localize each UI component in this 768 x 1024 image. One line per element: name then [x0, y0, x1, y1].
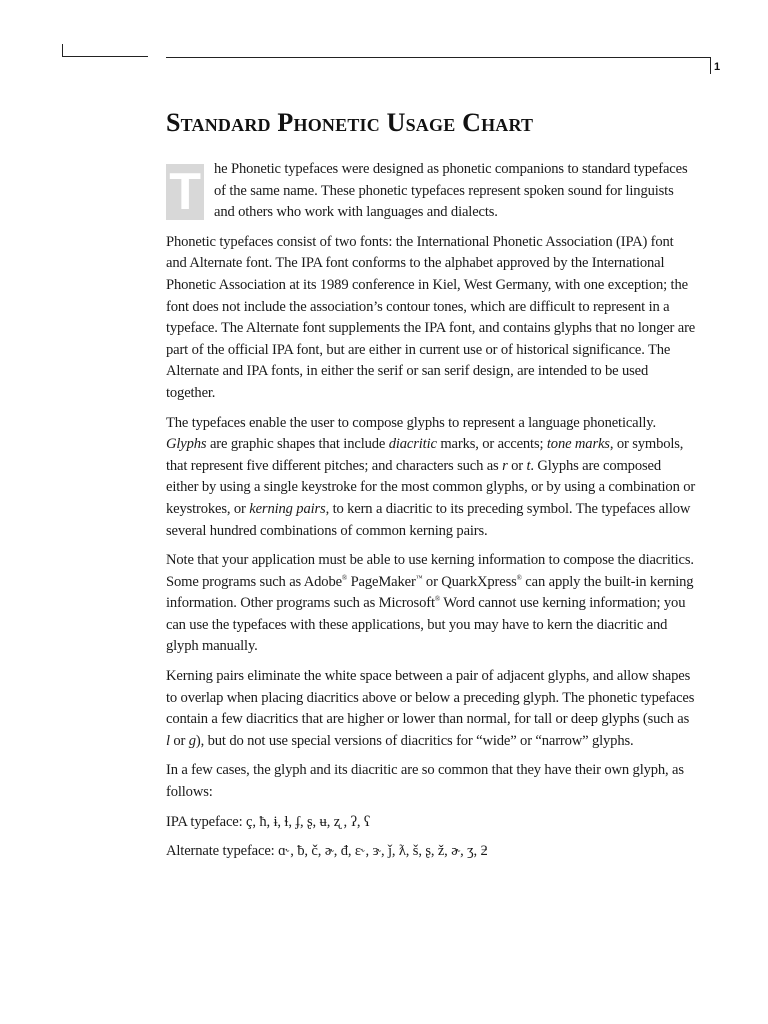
text-run: can apply the built-in kerning information. Other programs such as Microsoft — [166, 573, 694, 612]
trademark-mark: ™ — [415, 573, 423, 582]
text-run: Note that your application must be able to use kerning information to compose the diacritics. Some programs such as Adobe — [166, 552, 694, 590]
text-run: Word cannot use kerning information; you can use the typefaces with these applications, but you may have to kern the diacritic and glyph manually. — [166, 595, 686, 655]
paragraph-fonts: Phonetic typefaces consist of two fonts: the International Phonetic Association (IPA) font and Alternate font. The IPA font conforms to the alphabet approved by the International Phonetic Association at its 1989 conference in Kiel, West Germany, with one exception; the font does not include the association’s contour tones, which are difficult to represent in a typeface. The Alternate font supplements the IPA font, and contains glyphs that no longer are part of the official IPA font, but are either in current use or of historical significance. The Alternate and IPA fonts, in either the serif or san serif design, are intended to be used together. — [166, 233, 696, 401]
body-text — [166, 159, 696, 871]
header-rule-right — [166, 57, 711, 58]
header-rule-left-tick — [62, 44, 63, 57]
alternate-label: Alternate typeface: — [166, 843, 279, 860]
ipa-glyphs: ç, ħ, ɨ, ɬ, ʄ, ʂ, ʉ, ʐ , ʔ, ʕ — [246, 813, 371, 830]
registered-mark: ® — [516, 573, 522, 582]
paragraph-kerning-apps — [166, 550, 696, 658]
page-title: Standard Phonetic Usage Chart — [166, 108, 534, 137]
page-number: 1 — [714, 61, 721, 73]
text-run: are graphic shapes that include — [206, 436, 389, 453]
header-rule-left — [62, 56, 148, 57]
alternate-glyphs: ɑ˞, ƀ, č, ɚ, đ, ɛ˞, ɝ, ǰ, ƛ, š, ʂ, ž, ɚ, ʒ, ƻ — [278, 843, 488, 860]
alternate-glyph-line — [166, 841, 696, 863]
text-run: marks, or accents; — [436, 436, 547, 453]
text-run: Kerning pairs eliminate the white space between a pair of adjacent glyphs, and allow shapes to overlap when placing diacritics above or below a preceding glyph. The phonetic typefaces contain a few diacritics that are higher or lower than normal, for tall or deep glyphs (such as — [166, 668, 695, 728]
text-run: The typefaces enable the user to compose glyphs to represent a language phonetically. — [166, 414, 657, 431]
paragraph-glyphs — [166, 413, 696, 543]
text-run: PageMaker — [347, 573, 416, 590]
intro-text: he Phonetic typefaces were designed as phonetic companions to standard typefaces of the same name. These phonetic typefaces represent spoken sound for linguists and others who work with languages and dialects. — [214, 161, 688, 221]
term-r: r — [502, 457, 508, 474]
text-run: or — [507, 457, 527, 474]
term-kerning-pairs: kerning pairs — [249, 500, 326, 517]
text-run: ), but do not use special versions of diacritics for “wide” or “narrow” glyphs. — [195, 732, 634, 749]
text-run: or QuarkXpress — [422, 573, 517, 590]
ipa-label: IPA typeface: — [166, 813, 247, 830]
text-run: , or symbols, that represent five different pitches; and characters such as — [166, 436, 684, 474]
term-g: g — [188, 732, 196, 749]
intro-paragraph — [166, 159, 696, 224]
text-run: or — [169, 732, 189, 749]
text-run: . Glyphs are composed either by using a single keystroke for the most common glyphs, or by using a combination or keystrokes, or — [166, 457, 696, 517]
ipa-glyph-line — [166, 812, 696, 834]
paragraph-kerning-pairs — [166, 666, 696, 752]
header-rule-right-tick — [710, 57, 711, 74]
term-l: l — [166, 732, 170, 749]
paragraph-common-glyphs: In a few cases, the glyph and its diacritic are so common that they have their own glyph, as follows: — [166, 762, 684, 801]
drop-cap: T — [166, 164, 204, 220]
registered-mark: ® — [341, 573, 348, 582]
text-run: , to kern a diacritic to its preceding symbol. The typefaces allow several hundred combinations of common kerning pairs. — [166, 500, 691, 539]
registered-mark: ® — [434, 595, 441, 604]
term-t: t — [526, 457, 531, 474]
term-tone-marks: tone marks — [546, 436, 610, 453]
term-diacritic: diacritic — [388, 436, 437, 453]
term-glyphs: Glyphs — [166, 436, 207, 453]
